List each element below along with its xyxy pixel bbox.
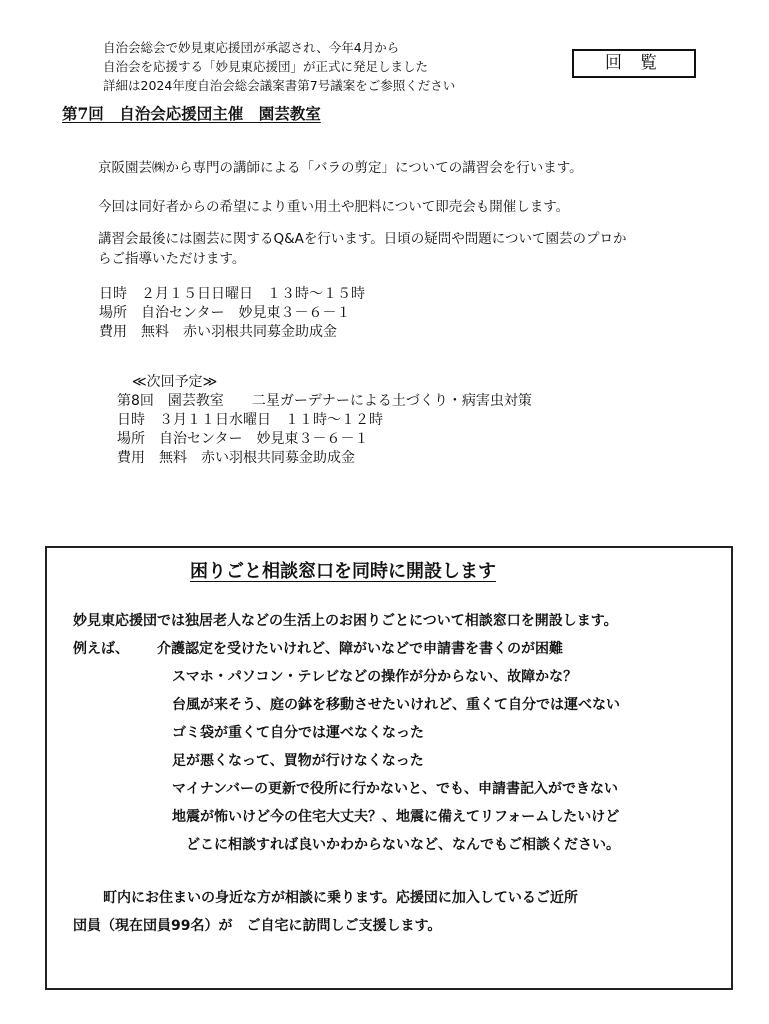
example-item: マイナンバーの更新で役所に行かないと、でも、申請書記入ができない — [172, 781, 619, 797]
intro-line-1: 自治会総会で妙見東応援団が承認され、今年4月から — [103, 40, 400, 55]
circulation-label: 回覧 — [572, 49, 696, 78]
consultation-lead: 妙見東応援団では独居老人などの生活上のお困りごとについて相談窓口を開設します。 — [73, 613, 618, 629]
example-item: スマホ・パソコン・テレビなどの操作が分からない、故障かな？ — [172, 669, 578, 685]
paragraph-lecture: 京阪園芸㈱から専門の講師による「バラの剪定」についての講習会を行います。 — [98, 160, 583, 176]
event-place: 場所 自治センター 妙見東３－６－１ — [99, 305, 351, 321]
next-heading: ≪次回予定≫ — [132, 374, 218, 390]
event-date: 日時 ２月１５日日曜日 １３時～１５時 — [99, 286, 365, 302]
page-title: 第7回 自治会応援団主催 園芸教室 — [62, 104, 321, 123]
next-event: 第8回 園芸教室 二星ガーデナーによる土づくり・病害虫対策 — [117, 393, 532, 409]
paragraph-qa-line-2: らご指導いただけます。 — [98, 251, 246, 267]
example-item: 介護認定を受けたいけれど、障がいなどで申請書を書くのが困難 — [157, 641, 563, 657]
paragraph-sale: 今回は同好者からの希望により重い用土や肥料について即売会も開催します。 — [98, 199, 570, 215]
closing-line-2: 団員（現在団員99名）が ご自宅に訪問しご支援します。 — [73, 918, 442, 934]
paragraph-qa-line-1: 講習会最後には園芸に関するQ&Aを行います。日頃の疑問や問題について園芸のプロか — [98, 231, 627, 247]
event-cost: 費用 無料 赤い羽根共同募金助成金 — [99, 324, 337, 340]
intro-line-2: 自治会を応援する「妙見東応援団」が正式に発足しました — [103, 59, 429, 74]
example-item: ゴミ袋が重くて自分では運べなくなった — [172, 725, 424, 741]
example-label: 例えば、 — [73, 641, 129, 657]
next-place: 場所 自治センター 妙見東３－６－１ — [117, 431, 369, 447]
next-cost: 費用 無料 赤い羽根共同募金助成金 — [117, 450, 355, 466]
consultation-title: 困りごと相談窓口を同時に開設します — [190, 561, 496, 582]
example-item: 台風が来そう、庭の鉢を移動させたいけれど、重くて自分では運べない — [172, 697, 620, 713]
example-item: 足が悪くなって、買物が行けなくなった — [172, 753, 424, 769]
example-item: どこに相談すれば良いかわからないなど、なんでもご相談ください。 — [186, 837, 620, 853]
closing-line-1: 町内にお住まいの身近な方が相談に乗ります。応援団に加入しているご近所 — [103, 890, 578, 906]
next-date: 日時 ３月１１日水曜日 １１時～１２時 — [117, 412, 383, 428]
intro-line-3: 詳細は2024年度自治会総会議案書第7号議案をご参照ください — [103, 78, 456, 93]
example-item: 地震が怖いけど今の住宅大丈夫？、地震に備えてリフォームしたいけど — [172, 809, 620, 825]
